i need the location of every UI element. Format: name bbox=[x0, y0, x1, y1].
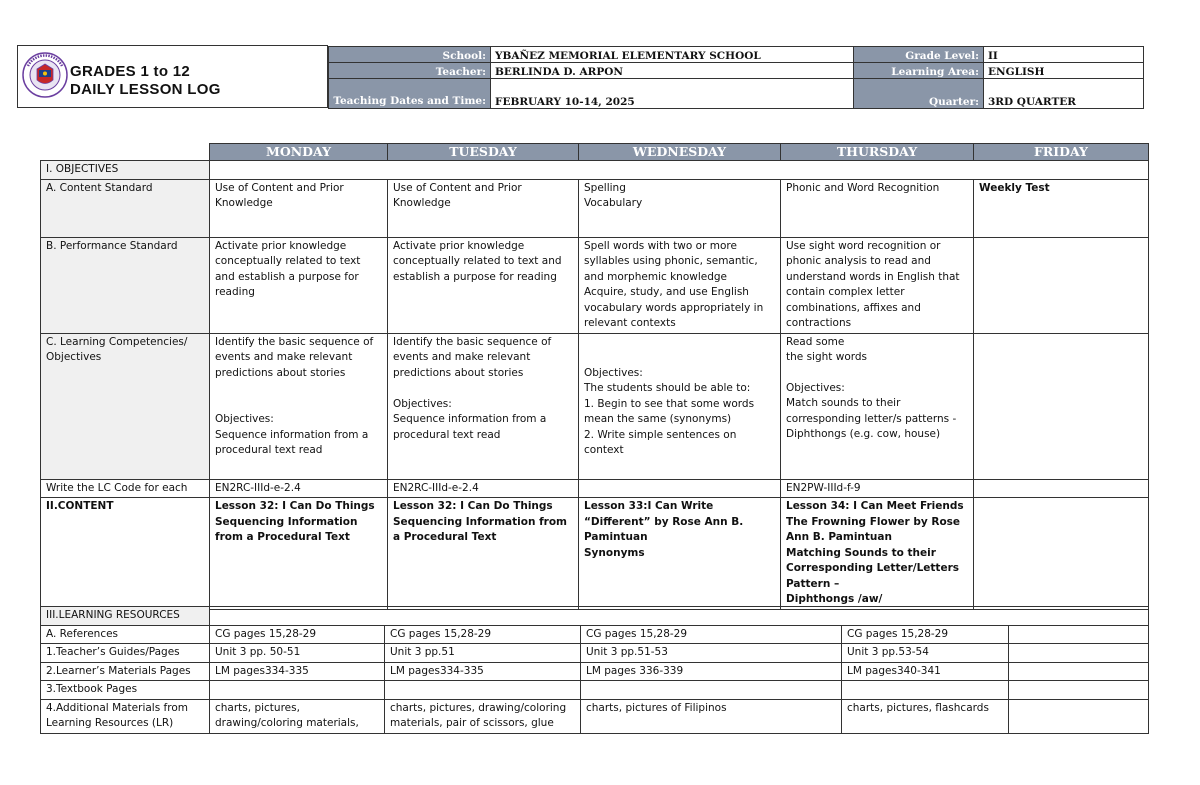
day-tuesday: TUESDAY bbox=[388, 144, 579, 161]
performance-standard-thu: Use sight word recognition or phonic analysis to read and understand words in English that contain complex letter combinations, affixes and contractions bbox=[781, 237, 974, 333]
day-wednesday: WEDNESDAY bbox=[579, 144, 781, 161]
lc-code-tue: EN2RC-IIId-e-2.4 bbox=[388, 479, 579, 498]
references-wed: CG pages 15,28-29 bbox=[581, 625, 842, 644]
grade-level-value: II bbox=[984, 47, 1144, 63]
deped-seal-icon bbox=[22, 52, 68, 98]
competencies-mon-text: Identify the basic sequence of events and make relevant predictions about stories bbox=[215, 335, 374, 379]
competencies-thu-objectives: Objectives: Match sounds to their corresponding letter/s patterns - Diphthongs (e.g. cow, house) bbox=[786, 381, 957, 440]
competencies-mon-objectives: Objectives: Sequence information from a procedural text read bbox=[215, 413, 369, 456]
lc-code-fri bbox=[974, 479, 1149, 498]
teaching-dates-value: FEBRUARY 10-14, 2025 bbox=[491, 79, 854, 109]
lc-code-wed bbox=[579, 479, 781, 498]
log-title-grades: GRADES 1 to 12 bbox=[70, 63, 191, 80]
teaching-dates-label: Teaching Dates and Time: bbox=[329, 79, 491, 109]
textbook-pages-wed bbox=[581, 681, 842, 700]
additional-materials-wed: charts, pictures of Filipinos bbox=[581, 699, 842, 733]
learning-area-value: ENGLISH bbox=[984, 63, 1144, 79]
teachers-guide-fri bbox=[1009, 644, 1149, 663]
additional-materials-tue: charts, pictures, drawing/coloring materials, pair of scissors, glue bbox=[385, 699, 581, 733]
additional-materials-thu: charts, pictures, flashcards bbox=[842, 699, 1009, 733]
quarter-value: 3RD QUARTER bbox=[984, 79, 1144, 109]
content-standard-row bbox=[41, 179, 1149, 237]
objectives-section-row bbox=[41, 161, 1149, 180]
content-standard-tue: Use of Content and Prior Knowledge bbox=[388, 179, 579, 237]
references-label: A. References bbox=[41, 625, 210, 644]
day-thursday: THURSDAY bbox=[781, 144, 974, 161]
content-standard-wed: Spelling Vocabulary bbox=[579, 179, 781, 237]
lc-code-label: Write the LC Code for each bbox=[41, 479, 210, 498]
day-header-row bbox=[41, 144, 1149, 161]
objectives-section-label: I. OBJECTIVES bbox=[41, 161, 210, 180]
day-friday: FRIDAY bbox=[974, 144, 1149, 161]
content-fri bbox=[974, 498, 1149, 610]
references-fri bbox=[1009, 625, 1149, 644]
content-standard-fri: Weekly Test bbox=[974, 179, 1149, 237]
teachers-guide-thu: Unit 3 pp.53-54 bbox=[842, 644, 1009, 663]
content-thu: Lesson 34: I Can Meet Friends The Frowning Flower by Rose Ann B. Pamintuan Matching Sounds to their Corresponding Letter/Letters Pattern – Diphthongs /aw/ bbox=[781, 498, 974, 610]
content-mon: Lesson 32: I Can Do Things Sequencing Information from a Procedural Text bbox=[210, 498, 388, 610]
competencies-label: C. Learning Competencies/ Objectives bbox=[41, 333, 210, 479]
resources-section-label: III.LEARNING RESOURCES bbox=[41, 607, 210, 626]
learning-resources-table bbox=[40, 606, 1149, 734]
competencies-wed bbox=[579, 333, 781, 479]
performance-standard-fri bbox=[974, 237, 1149, 333]
resources-section-row bbox=[41, 607, 1149, 626]
teachers-guide-label: 1.Teacher’s Guides/Pages bbox=[41, 644, 210, 663]
table-row bbox=[41, 681, 1149, 700]
teachers-guide-mon: Unit 3 pp. 50-51 bbox=[210, 644, 385, 663]
content-label: II.CONTENT bbox=[41, 498, 210, 610]
competencies-thu bbox=[781, 333, 974, 479]
textbook-pages-label: 3.Textbook Pages bbox=[41, 681, 210, 700]
learners-materials-tue: LM pages334-335 bbox=[385, 662, 581, 681]
teachers-guide-tue: Unit 3 pp.51 bbox=[385, 644, 581, 663]
competencies-thu-text: Read some the sight words bbox=[786, 335, 868, 363]
competencies-row bbox=[41, 333, 1149, 479]
competencies-tue: Identify the basic sequence of events and make relevant predictions about stories Objectives: Sequence information from a procedural text read bbox=[388, 333, 579, 479]
learners-materials-wed: LM pages 336-339 bbox=[581, 662, 842, 681]
textbook-pages-mon bbox=[210, 681, 385, 700]
references-mon: CG pages 15,28-29 bbox=[210, 625, 385, 644]
content-row bbox=[41, 498, 1149, 610]
competencies-mon bbox=[210, 333, 388, 479]
performance-standard-row bbox=[41, 237, 1149, 333]
learning-area-label: Learning Area: bbox=[854, 63, 984, 79]
lc-code-mon: EN2RC-IIId-e-2.4 bbox=[210, 479, 388, 498]
learners-materials-mon: LM pages334-335 bbox=[210, 662, 385, 681]
content-wed: Lesson 33:I Can Write “Different” by Rose Ann B. Pamintuan Synonyms bbox=[579, 498, 781, 610]
lc-code-thu: EN2PW-IIId-f-9 bbox=[781, 479, 974, 498]
teachers-guide-wed: Unit 3 pp.51-53 bbox=[581, 644, 842, 663]
grade-level-label: Grade Level: bbox=[854, 47, 984, 63]
content-standard-thu: Phonic and Word Recognition bbox=[781, 179, 974, 237]
content-standard-label: A. Content Standard bbox=[41, 179, 210, 237]
table-row bbox=[41, 625, 1149, 644]
performance-standard-label: B. Performance Standard bbox=[41, 237, 210, 333]
learners-materials-label: 2.Learner’s Materials Pages bbox=[41, 662, 210, 681]
performance-standard-wed: Spell words with two or more syllables using phonic, semantic, and morphemic knowledge Acquire, study, and use English vocabulary words appropriately in relevant contexts bbox=[579, 237, 781, 333]
competencies-wed-objectives: Objectives: The students should be able to: 1. Begin to see that some words mean the same (synonyms) 2. Write simple sentences on context bbox=[584, 366, 755, 456]
content-standard-mon: Use of Content and Prior Knowledge bbox=[210, 179, 388, 237]
additional-materials-fri bbox=[1009, 699, 1149, 733]
teacher-value: BERLINDA D. ARPON bbox=[491, 63, 854, 79]
references-thu: CG pages 15,28-29 bbox=[842, 625, 1009, 644]
school-label: School: bbox=[329, 47, 491, 63]
content-tue: Lesson 32: I Can Do Things Sequencing Information from a Procedural Text bbox=[388, 498, 579, 610]
table-row bbox=[41, 644, 1149, 663]
performance-standard-tue: Activate prior knowledge conceptually related to text and establish a purpose for reading bbox=[388, 237, 579, 333]
log-title-daily: DAILY LESSON LOG bbox=[70, 81, 221, 98]
additional-materials-label: 4.Additional Materials from Learning Resources (LR) bbox=[41, 699, 210, 733]
quarter-label: Quarter: bbox=[854, 79, 984, 109]
teacher-label: Teacher: bbox=[329, 63, 491, 79]
textbook-pages-tue bbox=[385, 681, 581, 700]
lesson-log-table bbox=[40, 143, 1149, 610]
school-value: YBAÑEZ MEMORIAL ELEMENTARY SCHOOL bbox=[491, 47, 854, 63]
additional-materials-mon: charts, pictures, drawing/coloring materials, bbox=[210, 699, 385, 733]
references-tue: CG pages 15,28-29 bbox=[385, 625, 581, 644]
table-row bbox=[41, 699, 1149, 733]
textbook-pages-fri bbox=[1009, 681, 1149, 700]
performance-standard-mon: Activate prior knowledge conceptually related to text and establish a purpose for reading bbox=[210, 237, 388, 333]
lc-code-row bbox=[41, 479, 1149, 498]
learners-materials-thu: LM pages340-341 bbox=[842, 662, 1009, 681]
textbook-pages-thu bbox=[842, 681, 1009, 700]
table-row bbox=[41, 662, 1149, 681]
day-monday: MONDAY bbox=[210, 144, 388, 161]
header-info-table bbox=[328, 46, 1144, 109]
competencies-fri bbox=[974, 333, 1149, 479]
learners-materials-fri bbox=[1009, 662, 1149, 681]
